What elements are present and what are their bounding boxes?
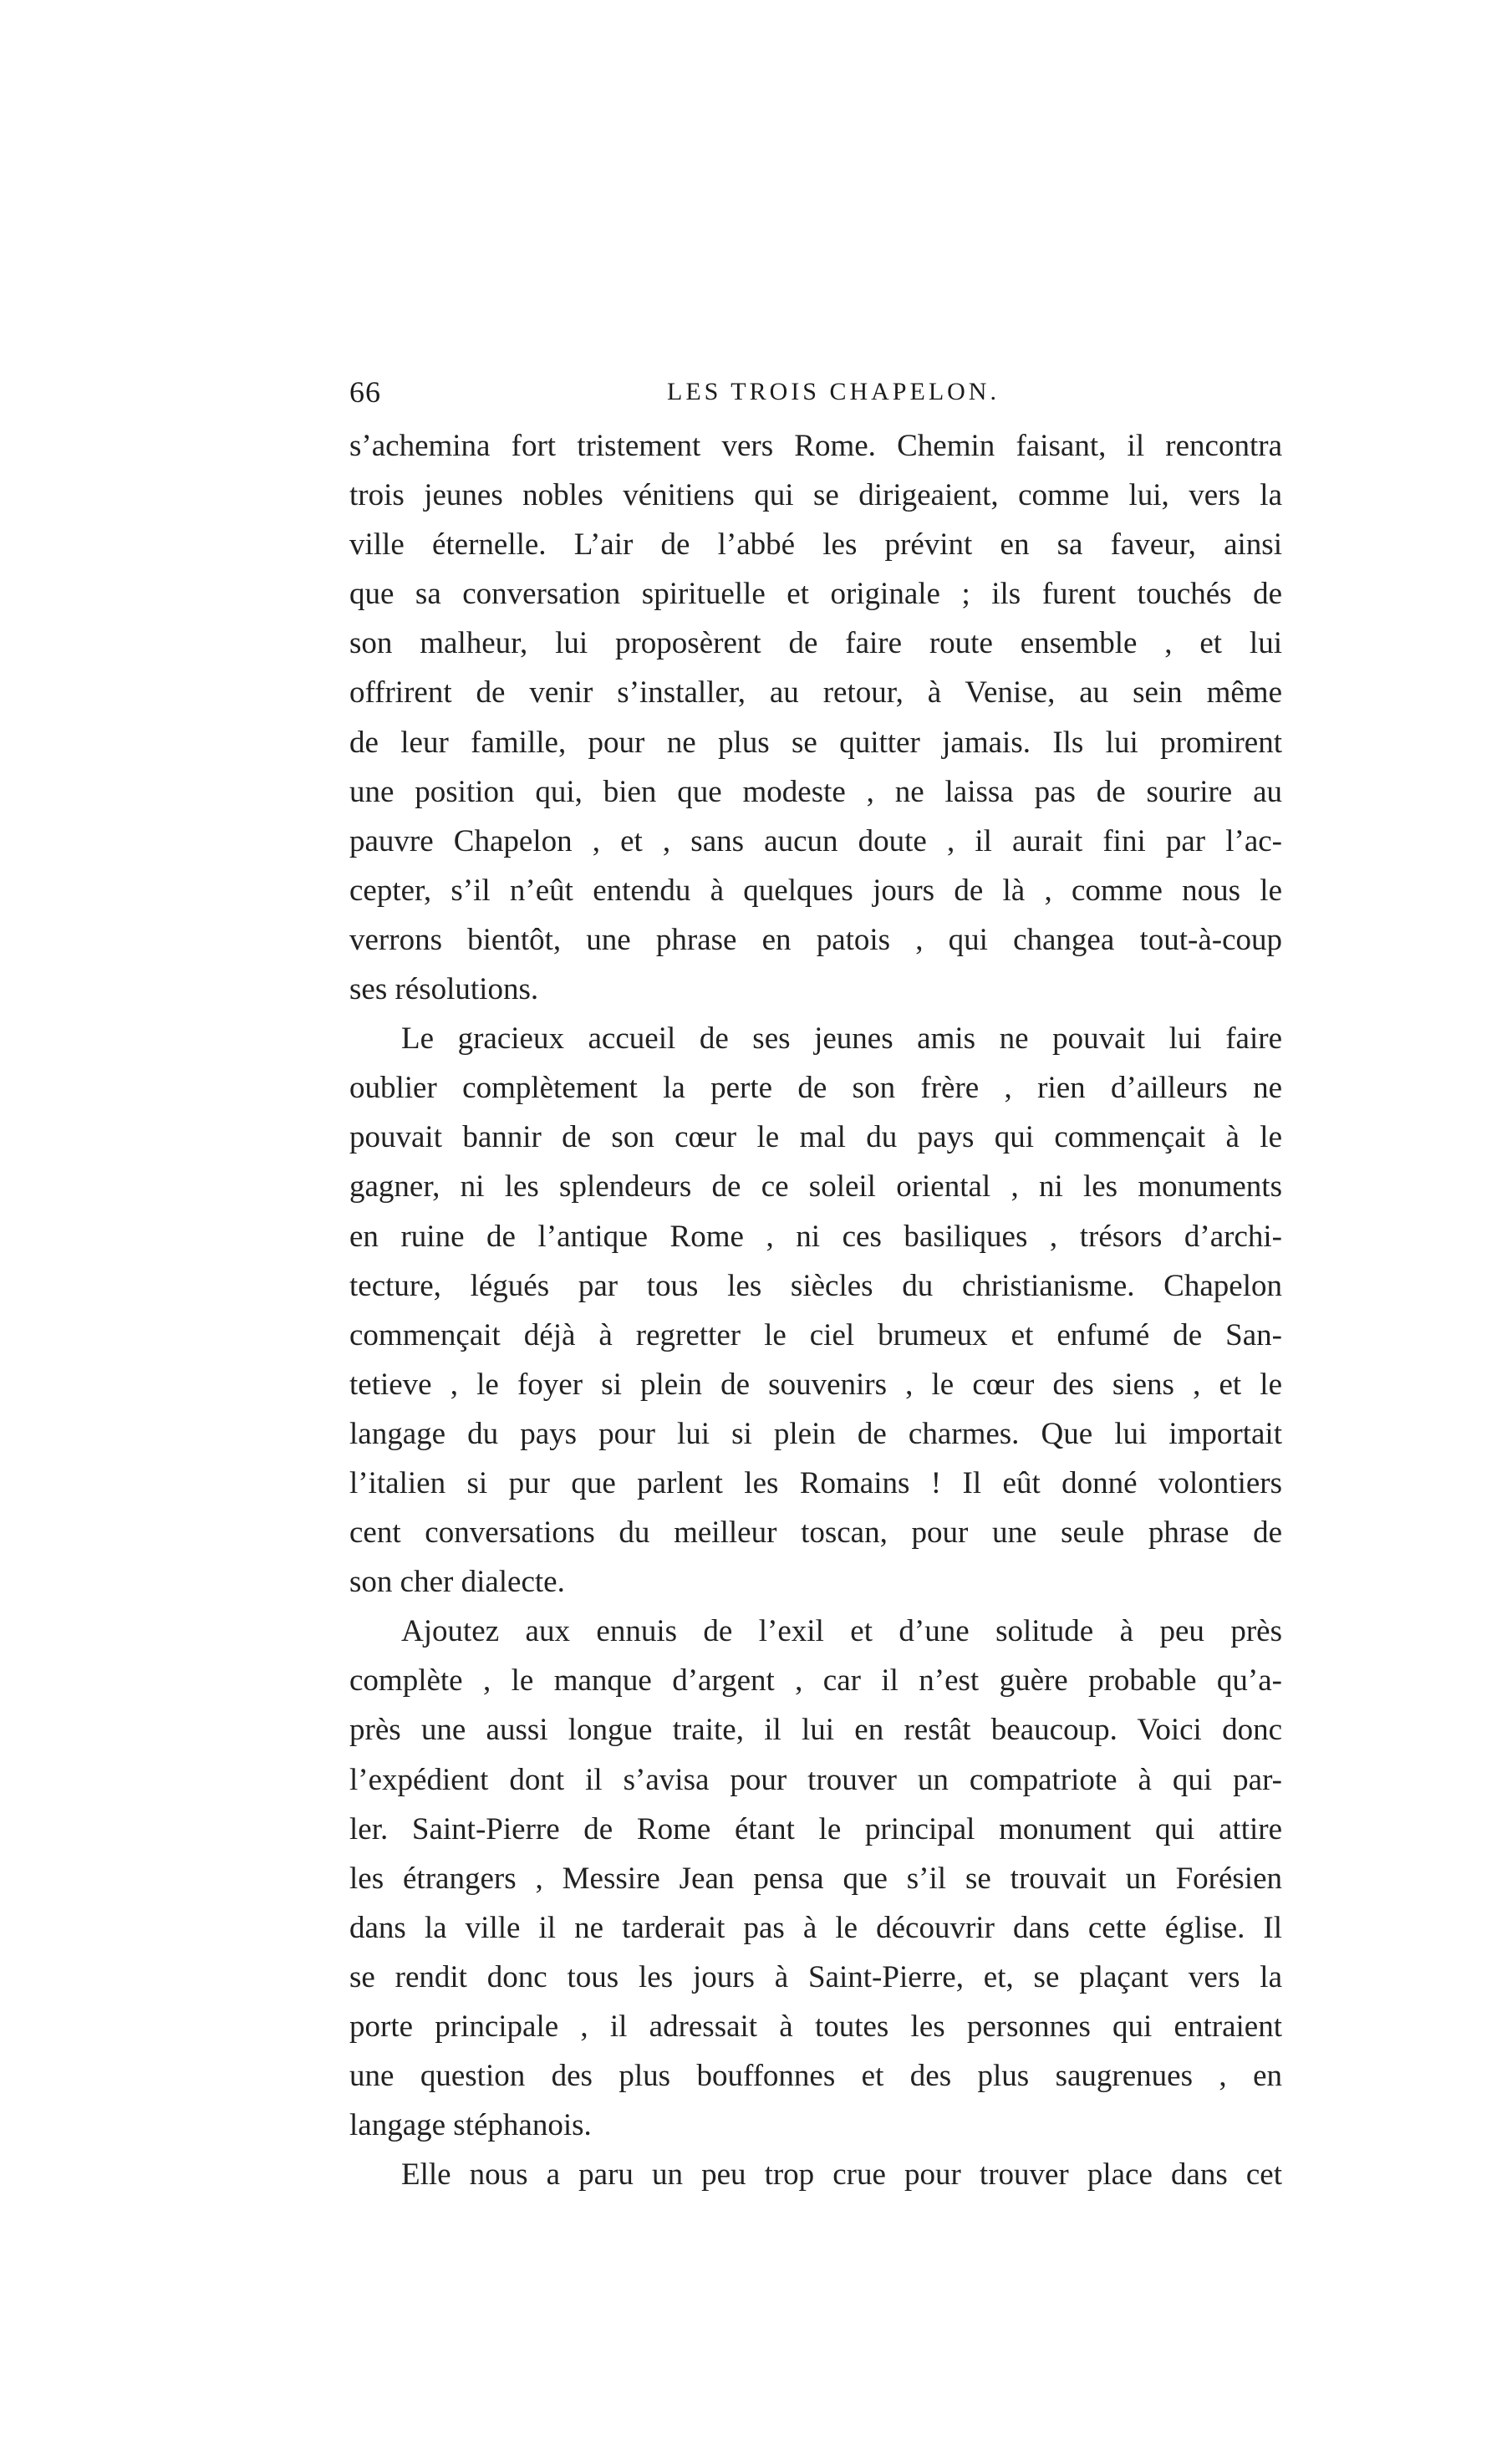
text-line: pauvre Chapelon , et , sans aucun doute , il aurait fini par l’ac-	[349, 823, 1282, 858]
text-line: langage du pays pour lui si plein de charmes. Que lui importait	[349, 1416, 1282, 1451]
text-line: ler. Saint-Pierre de Rome étant le principal monument qui attire	[349, 1811, 1282, 1846]
text-line: s’achemina fort tristement vers Rome. Chemin faisant, il rencontra	[349, 429, 1282, 463]
text-line: oublier complètement la perte de son frère , rien d’ailleurs ne	[349, 1071, 1282, 1106]
text-line: cepter, s’il n’eût entendu à quelques jours de là , comme nous le	[349, 873, 1282, 908]
text-line: l’italien si pur que parlent les Romains ! Il eût donné volontiers	[349, 1465, 1282, 1500]
paragraph-1	[349, 421, 1282, 1014]
text-line: près une aussi longue traite, il lui en restât beaucoup. Voici donc	[349, 1713, 1282, 1748]
text-line: offrirent de venir s’installer, au retour, à Venise, au sein même	[349, 675, 1282, 711]
text-line: Ajoutez aux ennuis de l’exil et d’une solitude à peu près	[401, 1614, 1282, 1649]
running-title: LES TROIS CHAPELON.	[667, 378, 1000, 405]
text-line: dans la ville il ne tarderait pas à le découvrir dans cette église. Il	[349, 1910, 1282, 1945]
text-line: de leur famille, pour ne plus se quitter jamais. Ils lui promirent	[349, 725, 1282, 760]
paragraph-3	[349, 1607, 1282, 2150]
text-line: ville éternelle. L’air de l’abbé les prévint en sa faveur, ainsi	[349, 527, 1282, 563]
text-line: langage stéphanois.	[349, 2108, 592, 2143]
text-line: verrons bientôt, une phrase en patois , qui changea tout-à-coup	[349, 922, 1282, 957]
text-line: trois jeunes nobles vénitiens qui se dirigeaient, comme lui, vers la	[349, 478, 1282, 513]
text-line: une question des plus bouffonnes et des plus saugrenues , en	[349, 2059, 1282, 2094]
text-line: tecture, légués par tous les siècles du christianisme. Chapelon	[349, 1268, 1282, 1303]
text-line: commençait déjà à regretter le ciel brumeux et enfumé de San-	[349, 1317, 1282, 1352]
text-line: son malheur, lui proposèrent de faire route ensemble , et lui	[349, 626, 1282, 661]
running-head	[349, 374, 1282, 416]
text-line: ses résolutions.	[349, 972, 539, 1007]
text-line: que sa conversation spirituelle et originale ; ils furent touchés de	[349, 577, 1282, 612]
text-line: l’expédient dont il s’avisa pour trouver un compatriote à qui par-	[349, 1762, 1282, 1797]
text-line: une position qui, bien que modeste , ne laissa pas de sourire au	[349, 774, 1282, 809]
text-line: pouvait bannir de son cœur le mal du pays qui commençait à le	[349, 1120, 1282, 1155]
text-line: porte principale , il adressait à toutes les personnes qui entraient	[349, 2009, 1282, 2044]
body-text	[349, 421, 1282, 2199]
text-line: gagner, ni les splendeurs de ce soleil oriental , ni les monuments	[349, 1169, 1282, 1205]
text-line: Elle nous a paru un peu trop crue pour trouver place dans cet	[401, 2157, 1282, 2193]
text-line: Le gracieux accueil de ses jeunes amis ne pouvait lui faire	[401, 1021, 1282, 1057]
text-line: les étrangers , Messire Jean pensa que s’il se trouvait un Forésien	[349, 1861, 1282, 1896]
text-line: se rendit donc tous les jours à Saint-Pierre, et, se plaçant vers la	[349, 1959, 1282, 1994]
text-line: cent conversations du meilleur toscan, pour une seule phrase de	[349, 1515, 1282, 1551]
page-number: 66	[349, 375, 381, 409]
text-line: complète , le manque d’argent , car il n’est guère probable qu’a-	[349, 1663, 1282, 1699]
text-line: en ruine de l’antique Rome , ni ces basiliques , trésors d’archi-	[349, 1219, 1282, 1254]
paragraph-4	[349, 2150, 1282, 2199]
paragraph-2	[349, 1014, 1282, 1607]
text-line: tetieve , le foyer si plein de souvenirs , le cœur des siens , et le	[349, 1367, 1282, 1402]
text-line: son cher dialecte.	[349, 1565, 565, 1600]
